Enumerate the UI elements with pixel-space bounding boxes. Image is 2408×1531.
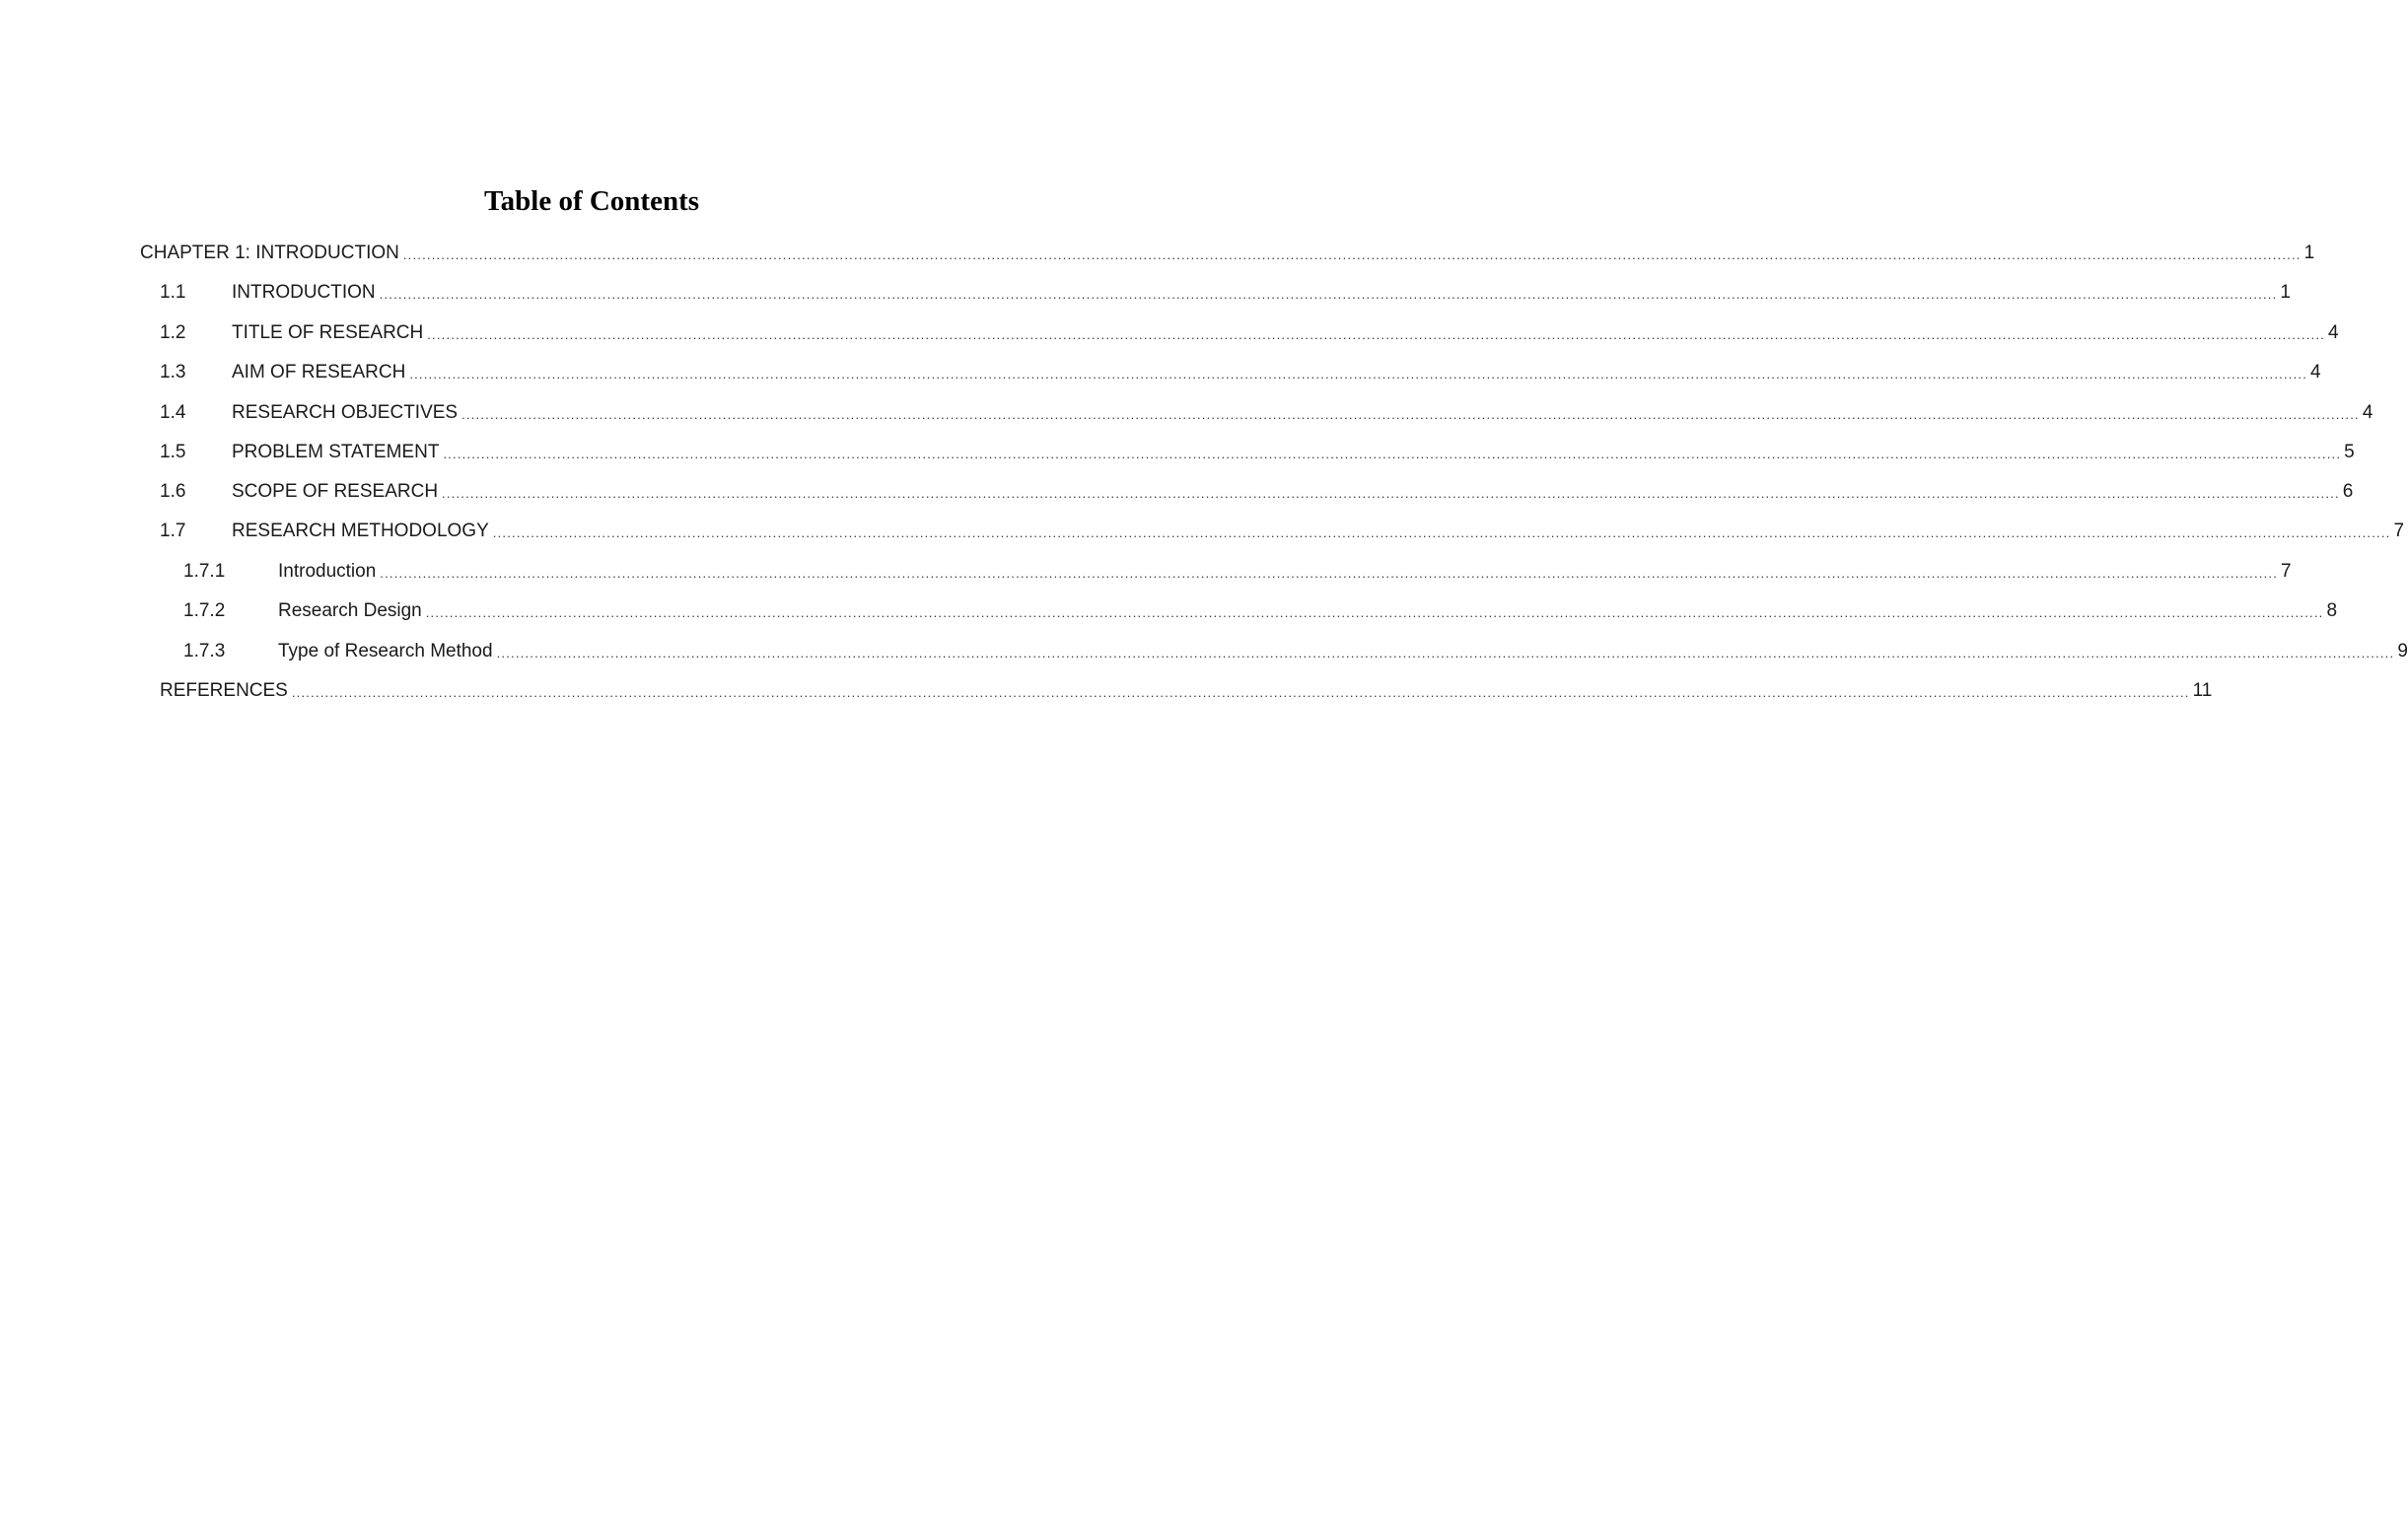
toc-entry-label: TITLE OF RESEARCH — [232, 322, 424, 343]
toc-entry-label: SCOPE OF RESEARCH — [232, 481, 439, 502]
toc-entry-page: 9 — [2397, 641, 2408, 661]
toc-entry-number: 1.7 — [160, 521, 186, 541]
toc-entry-number: 1.4 — [160, 402, 186, 423]
toc-entry-label: REFERENCES — [160, 680, 288, 701]
toc-leader-dots: ................................................................................................................................................................................................................................................................................................................................................................................................................ — [379, 287, 2278, 302]
toc-entry-label: INTRODUCTION — [232, 282, 376, 303]
toc-entry-chapter-1[interactable] — [140, 235, 2315, 264]
toc-entry-page: 7 — [2281, 561, 2292, 582]
toc-leader-dots: ................................................................................................................................................................................................................................................................................................................................................................................................................ — [402, 247, 2302, 262]
toc-entry-number: 1.7.2 — [183, 600, 226, 621]
toc-leader-dots: ................................................................................................................................................................................................................................................................................................................................................................................................................ — [380, 566, 2279, 581]
toc-entry-number: 1.7.1 — [183, 561, 226, 582]
toc-entry-1-4[interactable] — [160, 394, 2373, 424]
toc-entry-references[interactable] — [160, 672, 2213, 702]
toc-entry-page: 4 — [2327, 322, 2339, 343]
toc-entry-1-3[interactable] — [160, 354, 2321, 383]
toc-entry-label: Research Design — [278, 600, 422, 621]
toc-entry-number: 1.7.3 — [183, 641, 226, 661]
toc-entry-page: 4 — [2310, 362, 2321, 383]
toc-entry-label: AIM OF RESEARCH — [232, 362, 406, 383]
toc-entry-1-7-1[interactable] — [183, 553, 2292, 583]
toc-entry-1-5[interactable] — [160, 434, 2355, 463]
toc-entry-page: 8 — [2326, 600, 2338, 621]
toc-leader-dots: ................................................................................................................................................................................................................................................................................................................................................................................................................ — [427, 327, 2325, 342]
toc-entry-label: Type of Research Method — [278, 641, 493, 661]
toc-entry-page: 5 — [2344, 442, 2355, 462]
toc-leader-dots: ................................................................................................................................................................................................................................................................................................................................................................................................................ — [442, 486, 2340, 501]
toc-entry-label: PROBLEM STATEMENT — [232, 442, 440, 462]
toc-entry-1-6[interactable] — [160, 473, 2354, 503]
toc-leader-dots: ................................................................................................................................................................................................................................................................................................................................................................................................................ — [461, 407, 2360, 422]
toc-entry-number: 1.3 — [160, 362, 186, 383]
toc-entry-1-2[interactable] — [160, 314, 2339, 344]
toc-entry-label: RESEARCH METHODOLOGY — [232, 521, 489, 541]
toc-entry-number: 1.1 — [160, 282, 186, 303]
toc-entry-page: 11 — [2192, 680, 2213, 701]
toc-entry-page: 4 — [2362, 402, 2373, 423]
toc-leader-dots: ................................................................................................................................................................................................................................................................................................................................................................................................................ — [443, 447, 2342, 461]
toc-entry-page: 6 — [2342, 481, 2354, 502]
toc-entry-page: 7 — [2393, 521, 2405, 541]
toc-entry-number: 1.6 — [160, 481, 186, 502]
toc-leader-dots: ................................................................................................................................................................................................................................................................................................................................................................................................................ — [291, 685, 2190, 700]
toc-entry-1-7[interactable] — [160, 513, 2405, 542]
toc-entry-page: 1 — [2303, 243, 2315, 263]
toc-entry-page: 1 — [2280, 282, 2291, 303]
toc-entry-number: 1.5 — [160, 442, 186, 462]
toc-leader-dots: ................................................................................................................................................................................................................................................................................................................................................................................................................ — [425, 605, 2324, 620]
toc-entry-1-7-3[interactable] — [183, 633, 2408, 662]
toc-entry-label: Introduction — [278, 561, 377, 582]
toc-entry-number: 1.2 — [160, 322, 186, 343]
toc-entry-label: RESEARCH OBJECTIVES — [232, 402, 459, 423]
toc-title: Table of Contents — [483, 185, 700, 217]
toc-leader-dots: ................................................................................................................................................................................................................................................................................................................................................................................................................ — [409, 367, 2308, 382]
toc-leader-dots: ................................................................................................................................................................................................................................................................................................................................................................................................................ — [496, 646, 2395, 661]
toc-entry-label: CHAPTER 1: INTRODUCTION — [140, 243, 399, 263]
toc-entry-1-1[interactable] — [160, 274, 2291, 304]
toc-leader-dots: ................................................................................................................................................................................................................................................................................................................................................................................................................ — [492, 525, 2391, 540]
toc-entry-1-7-2[interactable] — [183, 592, 2338, 622]
